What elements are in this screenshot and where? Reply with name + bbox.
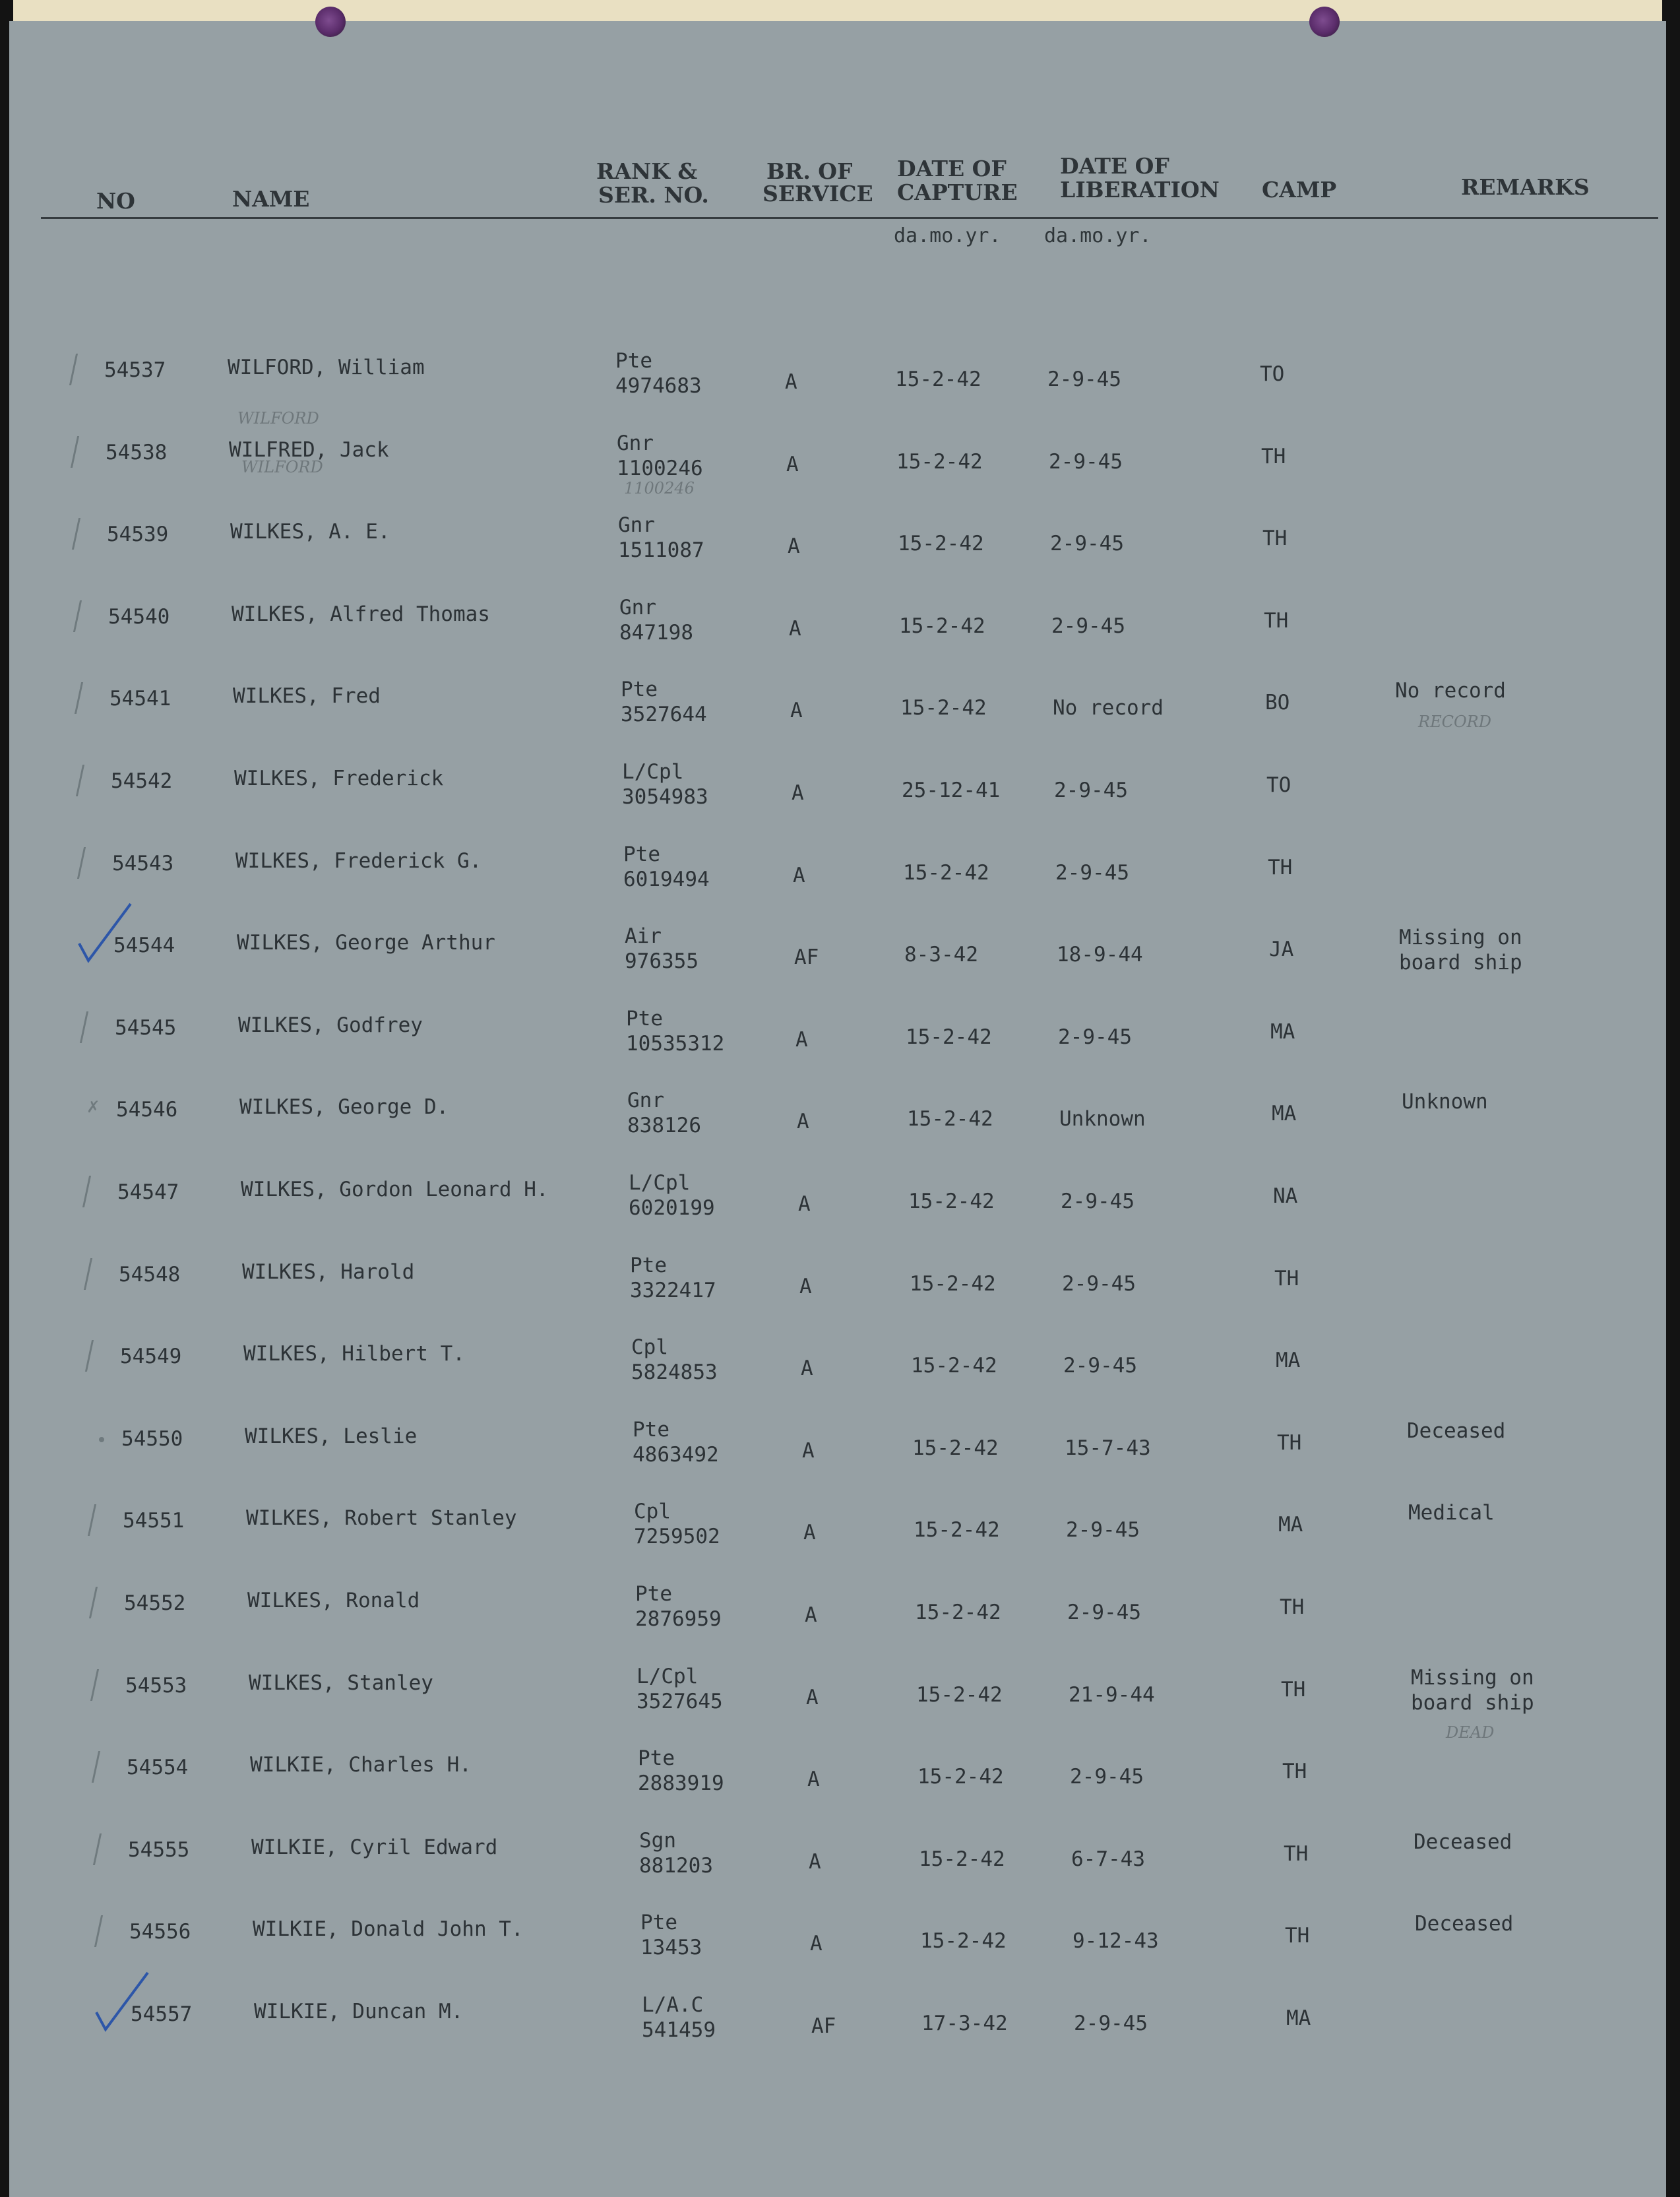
row-liberation-date: 6-7-43 bbox=[1071, 1847, 1145, 1871]
binder-hole-right bbox=[1309, 7, 1340, 37]
blue-check-mark-icon bbox=[92, 1969, 152, 2035]
row-serial-number: 2876959 bbox=[635, 1607, 722, 1631]
row-liberation-date: 2-9-45 bbox=[1067, 1601, 1141, 1624]
pencil-tick-icon bbox=[90, 1669, 103, 1701]
row-rank-serial bbox=[625, 924, 699, 974]
row-number: 54550 bbox=[121, 1426, 183, 1451]
pencil-tick-icon bbox=[75, 682, 87, 714]
row-liberation-date: 18-9-44 bbox=[1057, 943, 1143, 967]
row-capture-date: 15-2-42 bbox=[915, 1601, 1001, 1624]
table-row bbox=[0, 1170, 1680, 1250]
row-rank-serial bbox=[629, 1170, 715, 1221]
header-name: NAME bbox=[232, 186, 310, 212]
row-camp: TH bbox=[1280, 1595, 1305, 1619]
pencil-tick-icon bbox=[85, 1340, 98, 1372]
pencil-tick-icon bbox=[88, 1504, 100, 1536]
row-name: WILKES, Ronald bbox=[247, 1589, 420, 1612]
table-row bbox=[0, 1499, 1680, 1578]
row-remarks: Deceased bbox=[1415, 1912, 1514, 1936]
row-rank-serial bbox=[623, 842, 710, 892]
pencil-dot-icon bbox=[99, 1437, 104, 1442]
row-branch: A bbox=[802, 1438, 815, 1463]
header-capture-line1: DATE OF bbox=[897, 156, 1007, 181]
row-branch: A bbox=[806, 1685, 819, 1709]
table-row bbox=[0, 924, 1680, 1003]
table-row bbox=[0, 1746, 1680, 1825]
table-row bbox=[0, 759, 1680, 839]
row-serial-number: 4974683 bbox=[615, 374, 702, 398]
row-serial-number: 3054983 bbox=[622, 785, 708, 809]
header-camp: CAMP bbox=[1262, 177, 1337, 203]
handwritten-serial-below: 1100246 bbox=[624, 479, 695, 497]
row-camp: TH bbox=[1261, 444, 1286, 468]
row-capture-date: 15-2-42 bbox=[910, 1271, 996, 1296]
row-number: 54543 bbox=[112, 851, 174, 876]
row-camp: TH bbox=[1264, 608, 1289, 633]
row-liberation-date: 15-7-43 bbox=[1065, 1436, 1151, 1460]
row-branch: A bbox=[795, 1027, 808, 1052]
row-name: WILKES, George D. bbox=[239, 1095, 449, 1120]
row-camp: NA bbox=[1273, 1184, 1298, 1208]
row-name: WILKES, Frederick G. bbox=[235, 848, 482, 873]
table-row bbox=[0, 1088, 1680, 1167]
row-rank-serial bbox=[631, 1335, 718, 1385]
row-rank: Air bbox=[625, 924, 662, 949]
row-name: WILKES, George Arthur bbox=[237, 931, 495, 955]
table-row bbox=[0, 1581, 1680, 1661]
row-rank: Gnr bbox=[627, 1089, 664, 1113]
table-row bbox=[0, 1006, 1680, 1085]
row-number: 54553 bbox=[125, 1673, 187, 1698]
row-number: 54555 bbox=[128, 1837, 190, 1862]
row-rank: Pte bbox=[626, 1006, 663, 1031]
liberation-date-format: da.mo.yr. bbox=[1044, 224, 1152, 247]
row-number: 54554 bbox=[127, 1756, 189, 1780]
table-row bbox=[0, 348, 1680, 428]
table-row bbox=[0, 1335, 1680, 1414]
row-liberation-date: 2-9-45 bbox=[1058, 1025, 1132, 1049]
row-rank-serial bbox=[640, 1910, 702, 1960]
row-name: WILKES, Frederick bbox=[234, 767, 444, 790]
row-serial-number: 5824853 bbox=[631, 1360, 718, 1385]
row-remarks: Deceased bbox=[1407, 1418, 1506, 1443]
row-capture-date: 15-2-42 bbox=[898, 532, 984, 556]
row-rank: Pte bbox=[633, 1417, 669, 1442]
row-number: 54547 bbox=[117, 1180, 179, 1204]
row-rank: L/Cpl bbox=[637, 1664, 699, 1688]
row-rank: Gnr bbox=[618, 513, 655, 538]
row-rank-serial bbox=[630, 1253, 716, 1303]
row-liberation-date: 2-9-45 bbox=[1062, 1271, 1136, 1296]
header-rank-line1: RANK & bbox=[596, 158, 698, 184]
row-number: 54545 bbox=[115, 1015, 177, 1040]
row-serial-number: 3527645 bbox=[637, 1689, 723, 1713]
row-number: 54539 bbox=[107, 523, 169, 547]
row-liberation-date: 21-9-44 bbox=[1069, 1682, 1155, 1707]
row-rank: Cpl bbox=[631, 1335, 668, 1360]
table-row bbox=[0, 1828, 1680, 1907]
row-rank-serial bbox=[626, 1006, 724, 1056]
row-rank: Pte bbox=[621, 678, 658, 702]
row-number: 54538 bbox=[106, 440, 168, 464]
row-rank: Gnr bbox=[617, 431, 654, 455]
row-name: WILKES, Fred bbox=[233, 684, 381, 709]
row-serial-number: 838126 bbox=[627, 1114, 701, 1138]
row-branch: A bbox=[785, 370, 797, 394]
row-rank: Sgn bbox=[639, 1828, 676, 1853]
row-branch: AF bbox=[811, 2014, 836, 2038]
table-row bbox=[0, 513, 1680, 592]
row-capture-date: 15-2-42 bbox=[907, 1107, 993, 1131]
pencil-tick-icon bbox=[72, 518, 84, 550]
row-name: WILKIE, Charles H. bbox=[250, 1753, 472, 1777]
table-row bbox=[0, 842, 1680, 921]
row-liberation-date: 2-9-45 bbox=[1047, 367, 1121, 391]
row-capture-date: 15-2-42 bbox=[918, 1765, 1004, 1789]
table-row bbox=[0, 677, 1680, 756]
row-capture-date: 15-2-42 bbox=[916, 1682, 1003, 1707]
table-row bbox=[0, 431, 1680, 510]
row-camp: TH bbox=[1277, 1430, 1302, 1455]
table-row bbox=[0, 1910, 1680, 1989]
row-rank-serial bbox=[639, 1828, 713, 1878]
row-rank: Pte bbox=[640, 1911, 677, 1935]
row-number: 54540 bbox=[108, 604, 170, 629]
row-camp: TH bbox=[1285, 1924, 1310, 1948]
handwritten-wilford-above: WILFORD bbox=[237, 409, 319, 428]
row-branch: A bbox=[798, 1192, 811, 1216]
row-serial-number: 1511087 bbox=[618, 538, 704, 563]
row-number: 54544 bbox=[113, 934, 175, 958]
header-remarks: REMARKS bbox=[1461, 174, 1590, 200]
row-capture-date: 15-2-42 bbox=[903, 860, 989, 885]
row-serial-number: 976355 bbox=[625, 949, 699, 974]
row-name: WILKIE, Donald John T. bbox=[253, 1917, 524, 1942]
row-camp: TH bbox=[1262, 526, 1288, 551]
row-name: WILKES, A. E. bbox=[230, 520, 390, 544]
row-capture-date: 15-2-42 bbox=[912, 1436, 999, 1460]
row-rank-serial bbox=[634, 1499, 720, 1549]
row-camp: MA bbox=[1286, 2006, 1311, 2030]
row-number: 54556 bbox=[129, 1920, 191, 1944]
row-liberation-date: Unknown bbox=[1059, 1107, 1146, 1131]
row-branch: A bbox=[803, 1521, 816, 1545]
row-liberation-date: 2-9-45 bbox=[1050, 532, 1124, 556]
row-camp: MA bbox=[1278, 1513, 1303, 1537]
row-capture-date: 15-2-42 bbox=[899, 614, 985, 638]
row-rank-serial bbox=[618, 513, 704, 563]
row-capture-date: 15-2-42 bbox=[895, 367, 981, 391]
header-no: NO bbox=[96, 188, 135, 214]
row-serial-number: 6019494 bbox=[623, 867, 710, 891]
row-camp: TO bbox=[1260, 362, 1285, 386]
row-name: WILKES, Gordon Leonard H. bbox=[241, 1178, 549, 1201]
row-number: 54548 bbox=[119, 1262, 181, 1287]
row-branch: A bbox=[809, 1849, 821, 1874]
pencil-tick-icon bbox=[73, 600, 86, 632]
row-liberation-date: 2-9-45 bbox=[1049, 449, 1123, 474]
row-camp: BO bbox=[1265, 691, 1290, 715]
handwritten-wilford-below: WILFORD bbox=[241, 458, 323, 476]
capture-date-format: da.mo.yr. bbox=[894, 224, 1001, 247]
row-branch: A bbox=[792, 781, 804, 805]
row-rank: Pte bbox=[623, 842, 660, 866]
row-liberation-date: 2-9-45 bbox=[1061, 1190, 1135, 1213]
row-remarks: Missing on board ship bbox=[1399, 926, 1522, 975]
row-serial-number: 1100246 bbox=[617, 456, 703, 480]
pencil-tick-icon bbox=[92, 1751, 104, 1783]
row-serial-number: 541459 bbox=[642, 2018, 716, 2042]
row-serial-number: 7259502 bbox=[634, 1525, 720, 1549]
row-camp: TH bbox=[1268, 855, 1293, 879]
row-rank: Pte bbox=[638, 1746, 675, 1771]
header-branch-line2: SERVICE bbox=[762, 181, 873, 207]
row-liberation-date: 2-9-45 bbox=[1055, 860, 1129, 885]
row-liberation-date: 2-9-45 bbox=[1051, 614, 1125, 638]
row-name: WILKES, Leslie bbox=[245, 1424, 418, 1448]
row-camp: TH bbox=[1274, 1266, 1299, 1290]
pencil-tick-icon bbox=[80, 1011, 92, 1043]
row-liberation-date: No record bbox=[1053, 696, 1164, 720]
row-serial-number: 4863492 bbox=[633, 1442, 719, 1467]
row-rank: L/Cpl bbox=[629, 1171, 691, 1195]
row-rank: Gnr bbox=[619, 595, 656, 620]
row-rank-serial bbox=[622, 759, 708, 810]
row-liberation-date: 2-9-45 bbox=[1074, 2012, 1148, 2035]
row-branch: A bbox=[810, 1932, 823, 1956]
pencil-tick-icon bbox=[77, 847, 90, 879]
row-branch: A bbox=[793, 863, 805, 887]
row-branch: A bbox=[789, 616, 801, 641]
row-rank: L/Cpl bbox=[622, 760, 684, 784]
header-branch-line1: BR. OF bbox=[766, 158, 853, 184]
row-name: WILKES, Hilbert T. bbox=[243, 1342, 465, 1366]
row-number: 54541 bbox=[109, 687, 171, 711]
row-name: WILKES, Stanley bbox=[249, 1671, 433, 1695]
row-camp: TH bbox=[1282, 1760, 1307, 1784]
row-capture-date: 15-2-42 bbox=[900, 696, 987, 720]
pencil-tick-icon bbox=[69, 354, 82, 385]
header-liberation-line1: DATE OF bbox=[1060, 153, 1169, 179]
handwritten-dead-note: DEAD bbox=[1446, 1723, 1495, 1742]
blue-check-mark-icon bbox=[75, 900, 135, 966]
row-liberation-date: 2-9-45 bbox=[1063, 1354, 1137, 1378]
row-name: WILKIE, Duncan M. bbox=[254, 2000, 464, 2023]
row-camp: JA bbox=[1269, 938, 1294, 962]
pencil-tick-icon bbox=[71, 436, 83, 468]
row-rank: Pte bbox=[630, 1253, 667, 1277]
table-row bbox=[0, 1417, 1680, 1496]
header-capture-line2: CAPTURE bbox=[897, 179, 1018, 205]
row-branch: A bbox=[807, 1767, 820, 1792]
row-number: 54552 bbox=[124, 1591, 186, 1615]
table-row bbox=[0, 595, 1680, 674]
row-capture-date: 8-3-42 bbox=[904, 943, 978, 967]
handwritten-record-note: RECORD bbox=[1418, 713, 1491, 731]
row-capture-date: 15-2-42 bbox=[896, 449, 983, 474]
row-remarks: Unknown bbox=[1402, 1090, 1488, 1114]
row-capture-date: 15-2-42 bbox=[919, 1847, 1005, 1871]
pencil-tick-icon bbox=[84, 1258, 96, 1290]
row-rank: Cpl bbox=[634, 1500, 671, 1524]
pencil-tick-icon bbox=[94, 1915, 107, 1947]
row-serial-number: 881203 bbox=[639, 1853, 713, 1878]
row-branch: A bbox=[786, 452, 799, 476]
row-name: WILKES, Robert Stanley bbox=[246, 1506, 517, 1531]
row-liberation-date: 2-9-45 bbox=[1070, 1765, 1144, 1789]
row-number: 54546 bbox=[116, 1098, 178, 1122]
row-name: WILKIE, Cyril Edward bbox=[251, 1835, 498, 1859]
row-serial-number: 3527644 bbox=[621, 703, 707, 727]
row-name: WILKES, Alfred Thomas bbox=[232, 602, 490, 626]
row-remarks: Deceased bbox=[1414, 1830, 1512, 1854]
row-rank-serial bbox=[637, 1664, 723, 1714]
row-camp: MA bbox=[1276, 1349, 1301, 1373]
table-row bbox=[0, 1664, 1680, 1743]
row-liberation-date: 2-9-45 bbox=[1054, 779, 1128, 802]
row-serial-number: 10535312 bbox=[626, 1031, 725, 1056]
pencil-tick-icon bbox=[93, 1833, 106, 1865]
row-number: 54537 bbox=[104, 358, 166, 382]
row-capture-date: 15-2-42 bbox=[914, 1518, 1000, 1543]
row-branch: A bbox=[797, 1110, 809, 1134]
row-capture-date: 15-2-42 bbox=[906, 1025, 992, 1049]
row-remarks: Missing on board ship bbox=[1411, 1665, 1534, 1715]
pencil-tick-icon bbox=[89, 1587, 102, 1618]
header-liberation-line2: LIBERATION bbox=[1060, 177, 1220, 203]
row-rank-serial bbox=[619, 595, 693, 645]
header-rule bbox=[41, 217, 1658, 219]
row-name: WILFRED, Jack bbox=[229, 437, 389, 462]
row-rank-serial bbox=[635, 1581, 722, 1632]
row-rank-serial bbox=[642, 1992, 716, 2043]
row-rank: Pte bbox=[615, 349, 652, 373]
row-name: WILKES, Godfrey bbox=[238, 1013, 423, 1037]
row-rank-serial bbox=[638, 1746, 724, 1796]
row-remarks: Medical bbox=[1408, 1501, 1495, 1525]
row-camp: TH bbox=[1284, 1841, 1309, 1866]
row-rank: Pte bbox=[635, 1582, 672, 1606]
row-number: 54551 bbox=[123, 1509, 185, 1533]
row-serial-number: 2883919 bbox=[638, 1771, 724, 1796]
pencil-tick-icon bbox=[82, 1176, 95, 1207]
row-serial-number: 6020199 bbox=[629, 1196, 715, 1220]
row-branch: A bbox=[805, 1603, 817, 1627]
row-rank-serial bbox=[621, 677, 707, 727]
row-rank-serial bbox=[617, 431, 703, 481]
row-branch: A bbox=[790, 699, 803, 723]
row-rank-serial bbox=[627, 1088, 701, 1138]
row-liberation-date: 9-12-43 bbox=[1073, 1929, 1159, 1954]
row-branch: A bbox=[799, 1274, 812, 1298]
row-capture-date: 15-2-42 bbox=[920, 1929, 1007, 1954]
row-camp: MA bbox=[1272, 1102, 1297, 1126]
binder-hole-left bbox=[315, 7, 346, 37]
row-camp: TH bbox=[1281, 1677, 1306, 1702]
row-serial-number: 13453 bbox=[640, 1936, 702, 1960]
row-rank-serial bbox=[633, 1417, 719, 1467]
row-number: 54542 bbox=[111, 769, 173, 793]
row-capture-date: 15-2-42 bbox=[908, 1190, 995, 1213]
header-rank-line2: SER. NO. bbox=[598, 182, 709, 208]
row-rank-serial bbox=[615, 348, 702, 398]
row-camp: TO bbox=[1266, 773, 1291, 797]
row-serial-number: 3322417 bbox=[630, 1278, 716, 1302]
row-branch: A bbox=[801, 1356, 813, 1381]
table-row bbox=[0, 1253, 1680, 1332]
row-serial-number: 847198 bbox=[619, 620, 693, 645]
row-branch: AF bbox=[794, 945, 819, 970]
row-name: WILFORD, William bbox=[228, 356, 425, 379]
row-capture-date: 15-2-42 bbox=[911, 1354, 997, 1378]
row-number: 54549 bbox=[120, 1345, 182, 1369]
row-capture-date: 25-12-41 bbox=[902, 779, 1001, 802]
table-row bbox=[0, 1992, 1680, 2072]
row-remarks: No record bbox=[1395, 679, 1506, 703]
row-camp: MA bbox=[1270, 1019, 1295, 1044]
row-name: WILKES, Harold bbox=[242, 1259, 415, 1284]
pencil-tick-icon bbox=[76, 765, 88, 796]
row-number: 54557 bbox=[131, 2002, 193, 2026]
row-capture-date: 17-3-42 bbox=[921, 2012, 1008, 2035]
row-rank: L/A.C bbox=[642, 1993, 704, 2017]
row-liberation-date: 2-9-45 bbox=[1066, 1518, 1140, 1543]
row-branch: A bbox=[788, 534, 800, 559]
pencil-cross-icon: ✗ bbox=[87, 1095, 100, 1118]
